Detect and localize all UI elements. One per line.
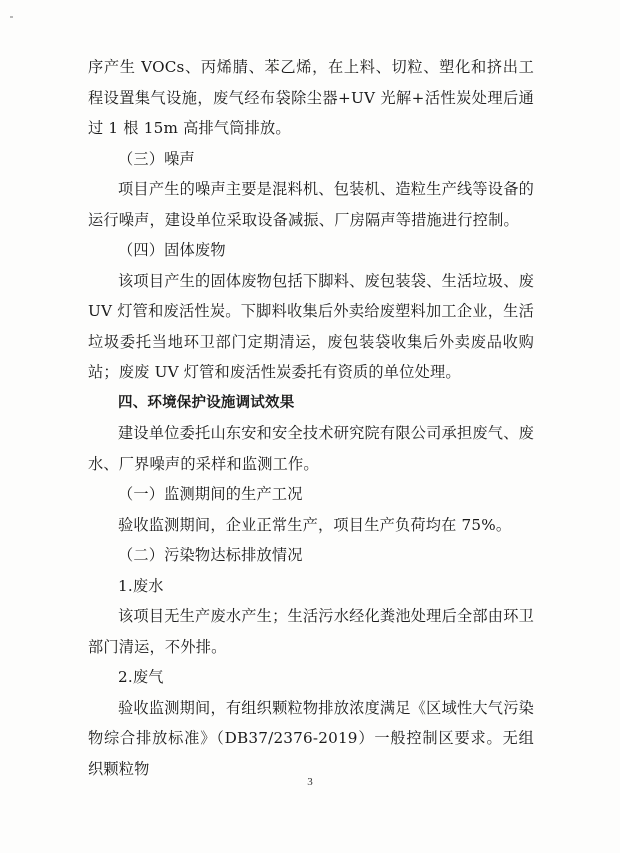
paragraph-exhaust-gas: 验收监测期间，有组织颗粒物排放浓度满足《区域性大气污染物综合排放标准》（DB37/2376-2019）一般控制区要求。无组织颗粒物	[88, 698, 534, 778]
document-body	[88, 52, 534, 784]
scan-speck	[10, 16, 13, 18]
subheading-exhaust-gas: 2.废气	[118, 668, 164, 686]
paragraph-production-load: 验收监测期间，企业正常生产，项目生产负荷均在 75%。	[118, 515, 512, 534]
paragraph-monitoring-entrusted: 建设单位委托山东安和安全技术研究院有限公司承担废气、废水、厂界噪声的采样和监测工作。	[88, 424, 534, 473]
paragraph-wastewater: 该项目无生产废水产生；生活污水经化粪池处理后全部由环卫部门清运，不外排。	[88, 607, 534, 656]
page-number: 3	[307, 776, 313, 788]
section-heading-commissioning-results: 四、环境保护设施调试效果	[118, 394, 295, 411]
paragraph-noise: 项目产生的噪声主要是混料机、包装机、造粒生产线等设备的运行噪声，建设单位采取设备减振、厂房隔声等措施进行控制。	[88, 180, 534, 229]
section-heading-noise: （三）噪声	[118, 149, 195, 168]
paragraph-continuation: 序产生 VOCs、丙烯腈、苯乙烯，在上料、切粒、塑化和挤出工程设置集气设施，废气经布袋除尘器+UV 光解+活性炭处理后通过 1 根 15m 高排气筒排放。	[88, 58, 534, 137]
subheading-wastewater: 1.废水	[118, 576, 164, 595]
paragraph-solid-waste: 该项目产生的固体废物包括下脚料、废包装袋、生活垃圾、废 UV 灯管和废活性炭。下脚料收集后外卖给废塑料加工企业，生活垃圾委托当地环卫部门定期清运，废包装袋收集后外卖废品收购站；废废 UV 灯管和废活性炭委托有资质的单位处理。	[88, 271, 534, 381]
section-heading-emission-compliance: （二）污染物达标排放情况	[118, 546, 303, 564]
section-heading-production-conditions: （一）监测期间的生产工况	[118, 485, 303, 503]
section-heading-solid-waste: （四）固体废物	[118, 241, 226, 259]
